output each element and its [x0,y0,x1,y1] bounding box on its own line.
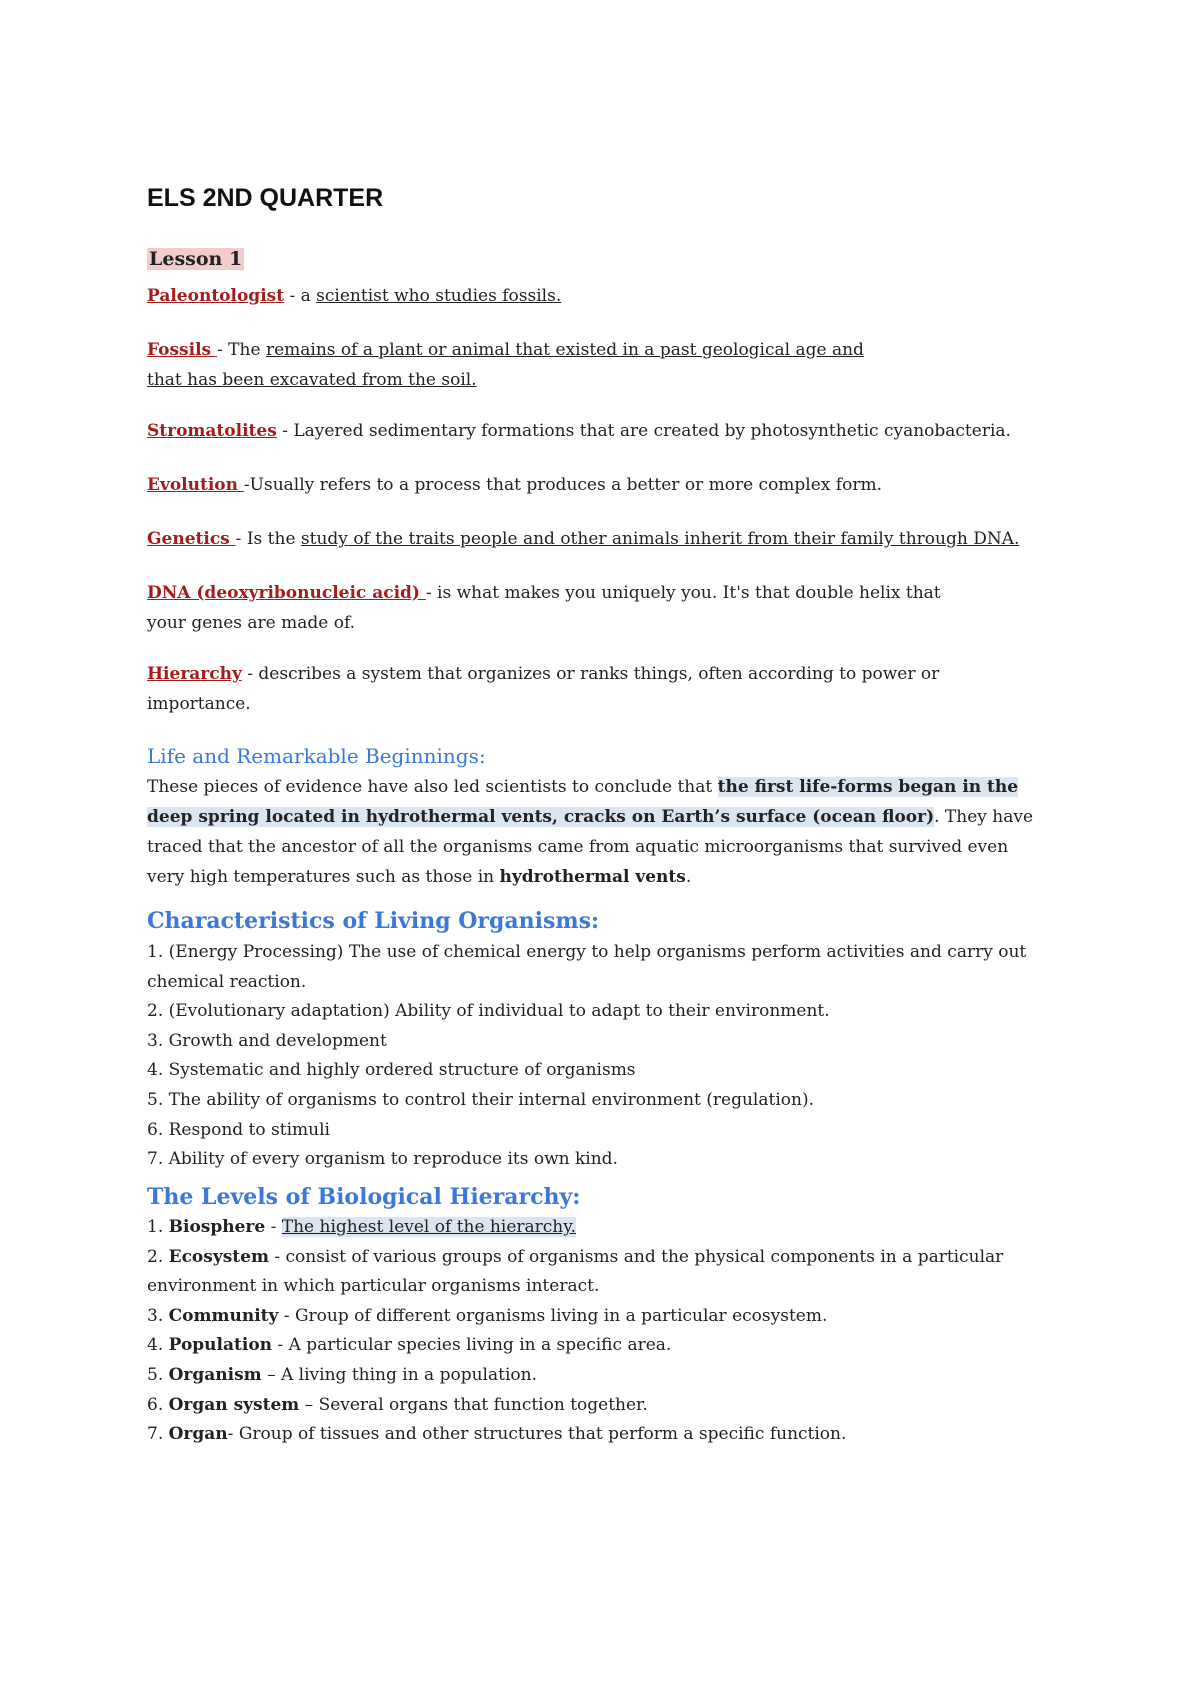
definition-stromatolites [147,416,1077,446]
definition-text-cont: that has been excavated from the soil. [147,370,477,390]
separator: – [299,1394,319,1415]
term: DNA (deoxyribonucleic acid) [147,583,426,603]
definition-text: - describes a system that organizes or ranks things, often according to power or importance. [147,664,940,714]
separator: - [265,1217,282,1237]
list-item: 2. (Evolutionary adaptation) Ability of individual to adapt to their environment. [147,1001,830,1022]
life-highlight: the first life-forms began in the deep spring located in hydrothermal vents, cracks on Earth’s surface (ocean floor) [147,777,1019,827]
definition-text: - is what makes you uniquely you. It's that double helix that your genes are made of. [147,583,941,633]
separator: - [227,1424,239,1445]
item-number: 5. [147,1364,169,1385]
list-item [147,1213,1047,1243]
term: Hierarchy [147,664,242,684]
level-term: Organ system [168,1394,300,1415]
item-number: 1. [147,1217,169,1237]
list-item: 4. Systematic and highly ordered structure of organisms [147,1060,636,1081]
item-number: 3. [147,1305,169,1326]
level-text: A living thing in a population. [280,1364,537,1385]
term: Genetics [147,529,236,549]
section-heading-life: Life and Remarkable Beginnings: [147,744,486,768]
definition-evolution [147,470,1077,500]
life-text-1: These pieces of evidence have also led scientists to conclude that [147,777,718,797]
list-item: 6. Respond to stimuli [147,1119,330,1140]
level-term: Organ [168,1424,228,1445]
definition-text: scientist who studies fossils. [316,286,562,306]
level-text: consist of various groups of organisms and the physical components in a particular environment in which particular organisms interact. [147,1246,1004,1297]
list-item [147,1420,1047,1450]
characteristics-list [147,938,1077,1175]
term: Evolution [147,475,244,495]
definition-fossils [147,335,1077,395]
definition-text: - Layered sedimentary formations that are created by photosynthetic cyanobacteria. [276,421,1011,441]
separator: - Is the [235,529,301,549]
section-heading-levels: The Levels of Biological Hierarchy: [147,1184,581,1210]
list-item [147,1391,1047,1421]
term: Paleontologist [147,286,285,306]
life-text-2: . They have traced that the ancestor of all the organisms came from aquatic microorganisms that survived even very high temperatures such as those in [147,807,1034,887]
list-item: 1. (Energy Processing) The use of chemical energy to help organisms perform activities and carry out chemical reaction. [147,942,1027,992]
separator: - [272,1335,289,1356]
definition-hierarchy [147,659,947,719]
item-number: 6. [147,1394,169,1415]
list-item [147,1302,1047,1332]
list-item: 5. The ability of organisms to control their internal environment (regulation). [147,1089,814,1110]
level-term: Ecosystem [168,1246,269,1267]
item-number: 7. [147,1424,169,1445]
life-paragraph [147,772,1047,892]
list-item [147,1243,1047,1302]
life-bold: hydrothermal vents [499,867,686,887]
lesson-heading: Lesson 1 [149,248,243,270]
term: Stromatolites [147,421,277,441]
definition-dna [147,578,947,638]
level-text: Group of tissues and other structures that perform a specific function. [238,1424,847,1445]
life-text-3: . [685,867,692,887]
level-term: Community [168,1305,279,1326]
section-heading-characteristics: Characteristics of Living Organisms: [147,908,600,934]
separator: - The [217,340,266,360]
term: Fossils [147,340,218,360]
level-term: Organism [168,1364,262,1385]
list-item [147,1331,1047,1361]
list-item: 7. Ability of every organism to reproduce its own kind. [147,1149,618,1170]
item-number: 2. [147,1246,169,1267]
level-text: A particular species living in a specific area. [288,1335,672,1356]
definition-genetics [147,524,1077,554]
separator: - [278,1305,295,1326]
level-text: Several organs that function together. [318,1394,648,1415]
list-item: 3. Growth and development [147,1030,387,1051]
separator: - [268,1246,286,1267]
separator: – [261,1364,281,1385]
separator: - a [284,286,317,306]
level-term: Biosphere [168,1217,266,1237]
document-title: ELS 2ND QUARTER [147,184,384,212]
definition-text: study of the traits people and other animals inherit from their family through DNA. [300,529,1020,549]
level-text: Group of different organisms living in a particular ecosystem. [294,1305,828,1326]
levels-list [147,1213,1047,1450]
definition-paleontologist [147,281,1077,311]
definition-text: remains of a plant or animal that existed in a past geological age and [265,340,864,360]
item-number: 4. [147,1335,169,1356]
definition-text: -Usually refers to a process that produces a better or more complex form. [243,475,882,495]
level-term: Population [168,1335,273,1356]
level-text: The highest level of the hierarchy. [281,1217,576,1237]
list-item [147,1361,1047,1391]
